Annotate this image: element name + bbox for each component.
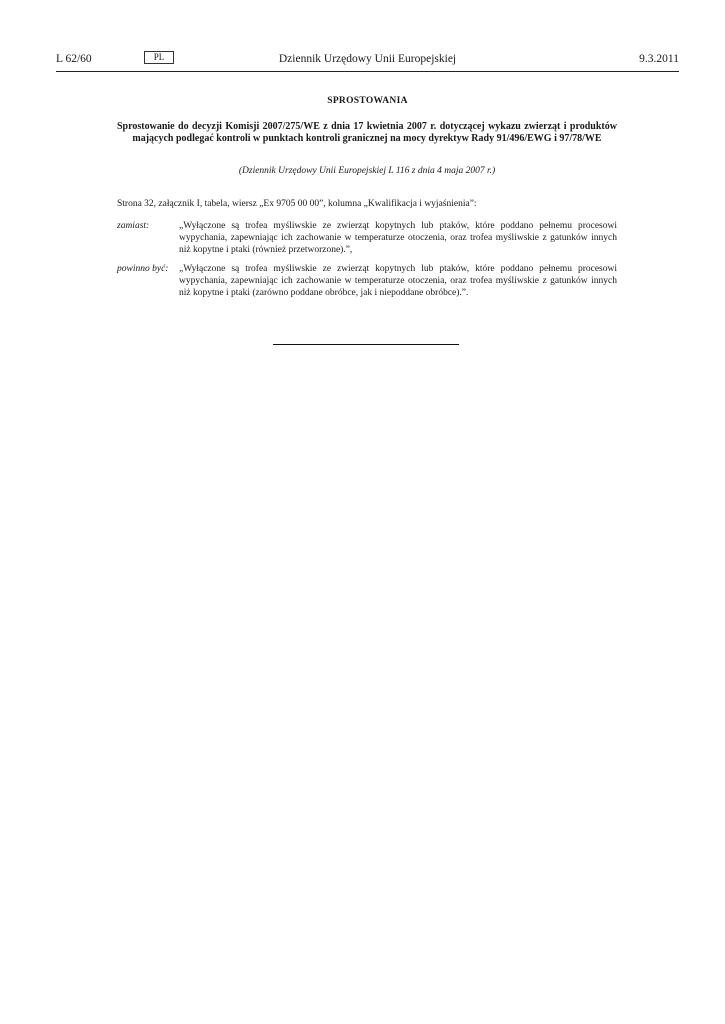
header-divider [56,71,679,72]
correction-location: Strona 32, załącznik I, tabela, wiersz „Ex 9705 00 00”, kolumna „Kwalifikacja i wyjaśnienia”: [117,199,477,209]
document-title: Sprostowanie do decyzji Komisji 2007/275/WE z dnia 17 kwietnia 2007 r. dotyczącej wykazu zwierząt i produktów mających podlegać kontroli w punktach kontroli granicznej na mocy dyrektyw Rady 91/496/EWG i 97/78/WE [117,121,617,144]
document-subtitle: (Dziennik Urzędowy Unii Europejskiej L 116 z dnia 4 maja 2007 r.) [238,166,496,176]
page-reference: L 62/60 [56,53,92,65]
entry-label: powinno być: [117,264,169,274]
entry-text: „Wyłączone są trofea myśliwskie ze zwierząt kopytnych lub ptaków, które poddano pełnemu procesowi wypychania, zapewniając ich zachowanie w temperaturze otoczenia, oraz trofea myśliwskie z gatunków innych niż kopytne i ptaki (zarówno poddane obróbce, jak i niepoddane obróbce).”. [179,264,617,298]
journal-name: Dziennik Urzędowy Unii Europejskiej [278,53,457,65]
correction-entry-instead [117,221,617,261]
entry-label: zamiast: [117,221,150,231]
publication-date: 9.3.2011 [639,53,679,65]
correction-entry-should-read [117,264,617,304]
language-badge: PL [144,51,174,64]
section-title: SPROSTOWANIA [327,96,408,106]
entry-text: „Wyłączone są trofea myśliwskie ze zwierząt kopytnych lub ptaków, które poddano pełnemu procesowi wypychania, zapewniając ich zachowanie w temperaturze otoczenia, oraz trofea myśliwskie z gatunków innych niż kopytne i ptaki (również przetworzone).”, [179,221,617,255]
page-header [56,50,679,72]
end-divider [273,344,459,345]
